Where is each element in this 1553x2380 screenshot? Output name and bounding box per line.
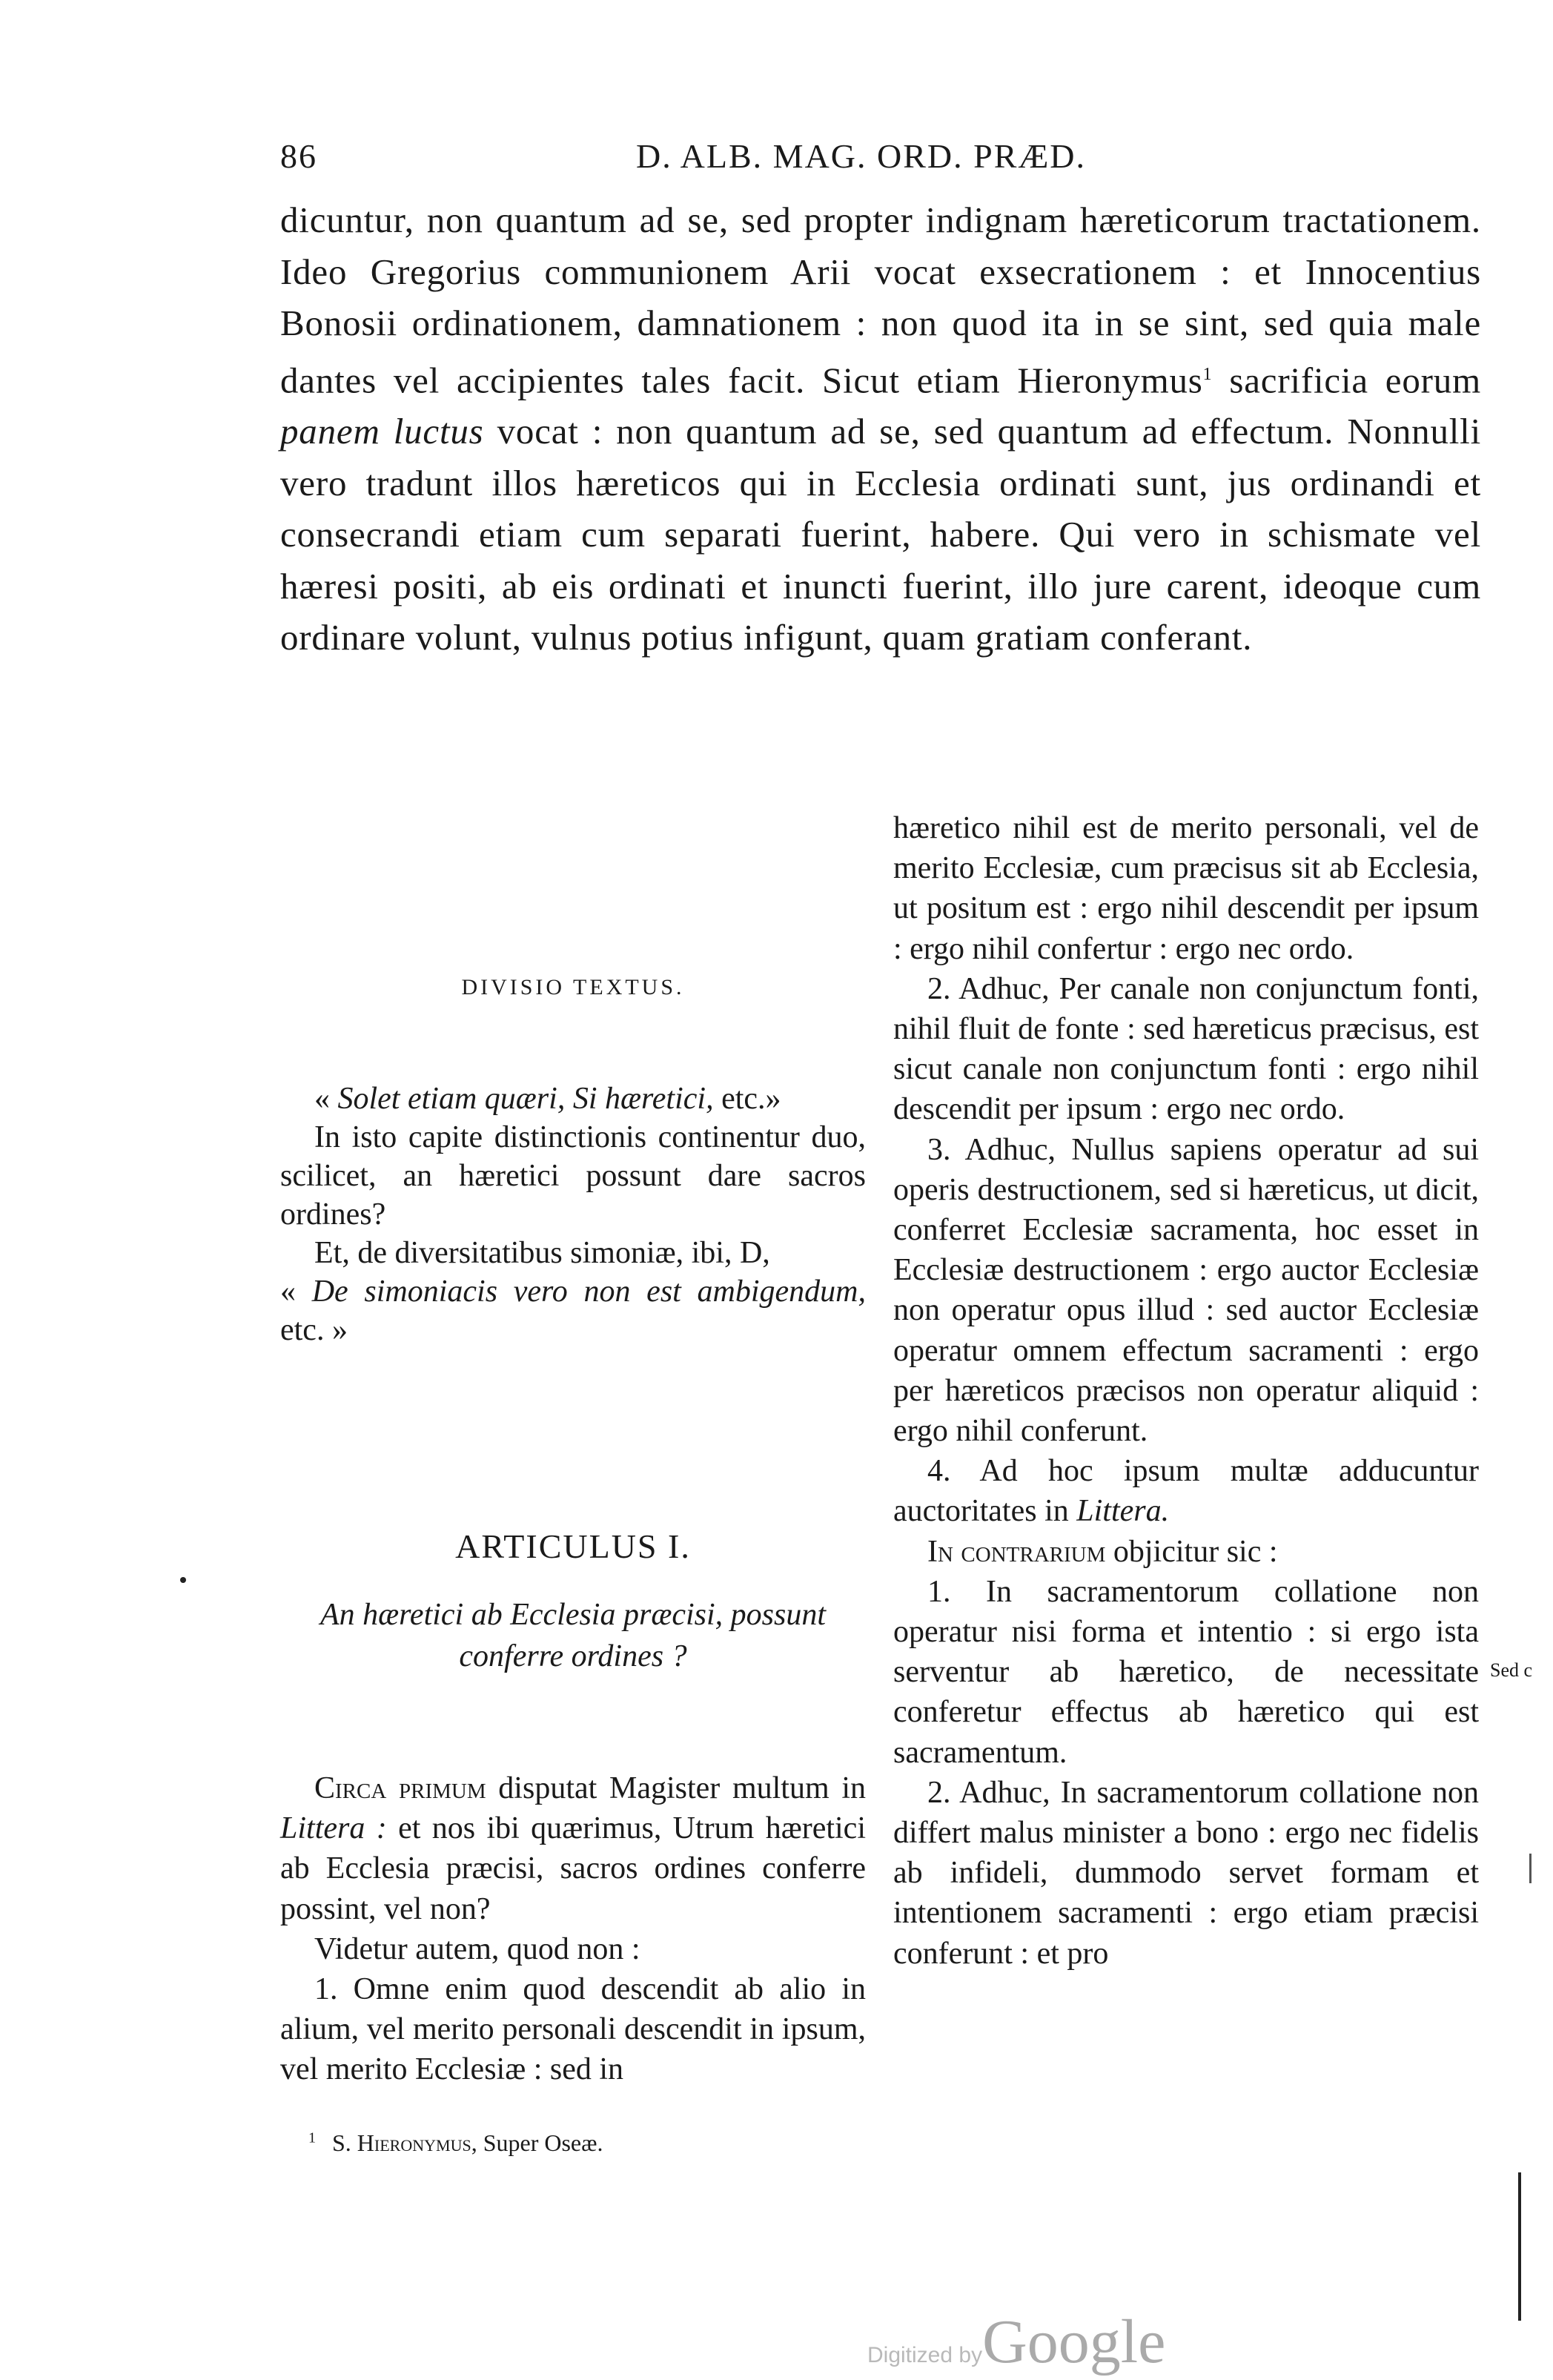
articulus-heading <box>280 1527 866 1566</box>
running-header <box>280 136 1489 181</box>
in-contrarium-text: objicitur sic : <box>1105 1534 1278 1569</box>
question-italic: An hæretici ab Ecclesia præcisi, possunt conferre ordines ? <box>319 1598 827 1673</box>
circa-text1: disputat Magister multum in <box>486 1771 866 1805</box>
footnote-ref: 1 <box>1202 364 1213 384</box>
question-text <box>310 1594 836 1677</box>
right-point-4-littera: Littera. <box>1076 1494 1170 1529</box>
circa-littera: Littera : <box>280 1811 387 1846</box>
quote-solet <box>280 1080 866 1118</box>
divisio-section <box>280 968 866 1007</box>
circa-para <box>280 1768 866 1929</box>
divisio-para2-start: Et, de diversitatibus simoniæ, ibi, D, <box>314 1236 770 1270</box>
right-point-2: 2. Adhuc, Per canale non conjunctum fonti, nihil fluit de fonte : sed hæreticus præcisus, est sicut canale non conjunctum fonti : ergo nihil descendit per ipsum : ergo nec ordo. <box>893 971 1479 1127</box>
watermark-logo: Google <box>982 2307 1166 2376</box>
point-1: 1. Omne enim quod descendit ab alio in alium, vel merito personali descendit in ipsum, vel merito Ecclesiæ : sed in <box>280 1972 866 2087</box>
opening-paragraph <box>280 194 1481 664</box>
margin-note: Sed c <box>1490 1659 1533 1681</box>
footnote <box>308 2129 603 2157</box>
in-contrarium <box>893 1532 1479 1572</box>
footnote-author: S. Hieronymus <box>332 2129 471 2156</box>
quote2-close: etc. » <box>280 1313 348 1347</box>
opening-text-part2: sacrificia eorum <box>1229 359 1481 400</box>
right-point-4-text: 4. Ad hoc ipsum multæ adducuntur auctoritates in <box>893 1454 1479 1529</box>
right-point-4 <box>893 1451 1479 1531</box>
margin-dot <box>180 1577 186 1583</box>
videtur-line: Videtur autem, quod non : <box>314 1931 640 1966</box>
contra-point-2: 2. Adhuc, In sacramentorum collatione non differt malus minister a bono : ergo nec fidelis ab infideli, dummodo servet formam et intentionem sacramenti : ergo etiam præcisi conferunt : et pro <box>893 1775 1479 1971</box>
divisio-para2 <box>280 1234 866 1349</box>
quote-open: « <box>314 1082 338 1116</box>
margin-rule-lower <box>1518 2172 1521 2321</box>
opening-text-part3: vocat : non quantum ad se, sed quantum ad effectum. Nonnulli vero tradunt illos hæreticos qui in Ecclesia ordinati sunt, jus ordinandi et consecrandi etiam cum separati fuerint, habere. Qui vero in schismate vel hæresi positi, ab eis ordinati et inuncti fuerint, illo jure carent, ideoque cum ordinare volunt, vulnus potius infigunt, quam gratiam conferant. <box>280 411 1481 658</box>
circa-section <box>280 1768 866 2090</box>
quote-desimoniacis-italic: De simoniacis vero non est ambigendum, <box>311 1275 867 1309</box>
quote2-open: « <box>280 1275 312 1309</box>
divisio-para1: In isto capite distinctionis continentur duo, scilicet, an hæretici possunt dare sacros ordines? <box>280 1120 866 1232</box>
in-contrarium-sc: In contrarium <box>927 1534 1106 1569</box>
margin-rule-upper <box>1529 1854 1532 1883</box>
circa-text2: et nos ibi quærimus, Utrum hæretici ab Ecclesia præcisi, sacros ordines conferre possint, vel non? <box>280 1811 866 1926</box>
watermark-small: Digitized by <box>867 2343 983 2367</box>
quote-close: etc.» <box>713 1082 781 1116</box>
opening-text <box>280 194 1481 664</box>
articulus-title: ARTICULUS I. <box>455 1527 691 1565</box>
page-number: 86 <box>280 137 317 175</box>
footnote-work: , Super Oseæ. <box>471 2129 603 2156</box>
right-column <box>893 808 1479 1974</box>
circa-primum: Circa primum <box>314 1771 486 1805</box>
footnote-marker: 1 <box>308 2129 316 2146</box>
divisio-text <box>280 1080 866 1349</box>
right-continuation: hæretico nihil est de merito personali, vel de merito Ecclesiæ, cum præcisus sit ab Ecclesia, ut positum est : ergo nihil descendit per ipsum : ergo nihil confertur : ergo nec ordo. <box>893 811 1479 966</box>
running-title: D. ALB. MAG. ORD. PRÆD. <box>636 137 1087 175</box>
watermark <box>867 2306 1165 2378</box>
contra-point-1: 1. In sacramentorum collatione non operatur nisi forma et intentio : si ergo ista serventur ab hæretico, de necessitate conferetur effectus ab hæretico qui est sacramentum. <box>893 1574 1479 1770</box>
question-heading <box>280 1594 866 1677</box>
quote-solet-italic: Solet etiam quæri, Si hæretici, <box>337 1082 714 1116</box>
opening-text-part1: dicuntur, non quantum ad se, sed propter indignam hæreticorum tractationem. Ideo Gregorius communionem Arii vocat exsecrationem : et Innocentius Bonosii ordinationem, damnationem : non quod ita in se sint, sed quia male dantes vel accipientes tales facit. Sicut etiam Hieronymus <box>280 199 1481 400</box>
right-point-3: 3. Adhuc, Nullus sapiens operatur ad sui operis destructionem, sed si hæreticus, ut dicit, conferret Ecclesiæ sacramenta, hoc esset in Ecclesiæ destructionem : ergo auctor Ecclesiæ non operatur opus illud : sed auctor Ecclesiæ operatur omnem effectum sacramenti : ergo per hæreticos præcisos non operatur aliquid : ergo nihil conferunt. <box>893 1132 1479 1449</box>
divisio-title: DIVISIO TEXTUS. <box>461 975 685 999</box>
panem-luctus: panem luctus <box>280 411 484 452</box>
